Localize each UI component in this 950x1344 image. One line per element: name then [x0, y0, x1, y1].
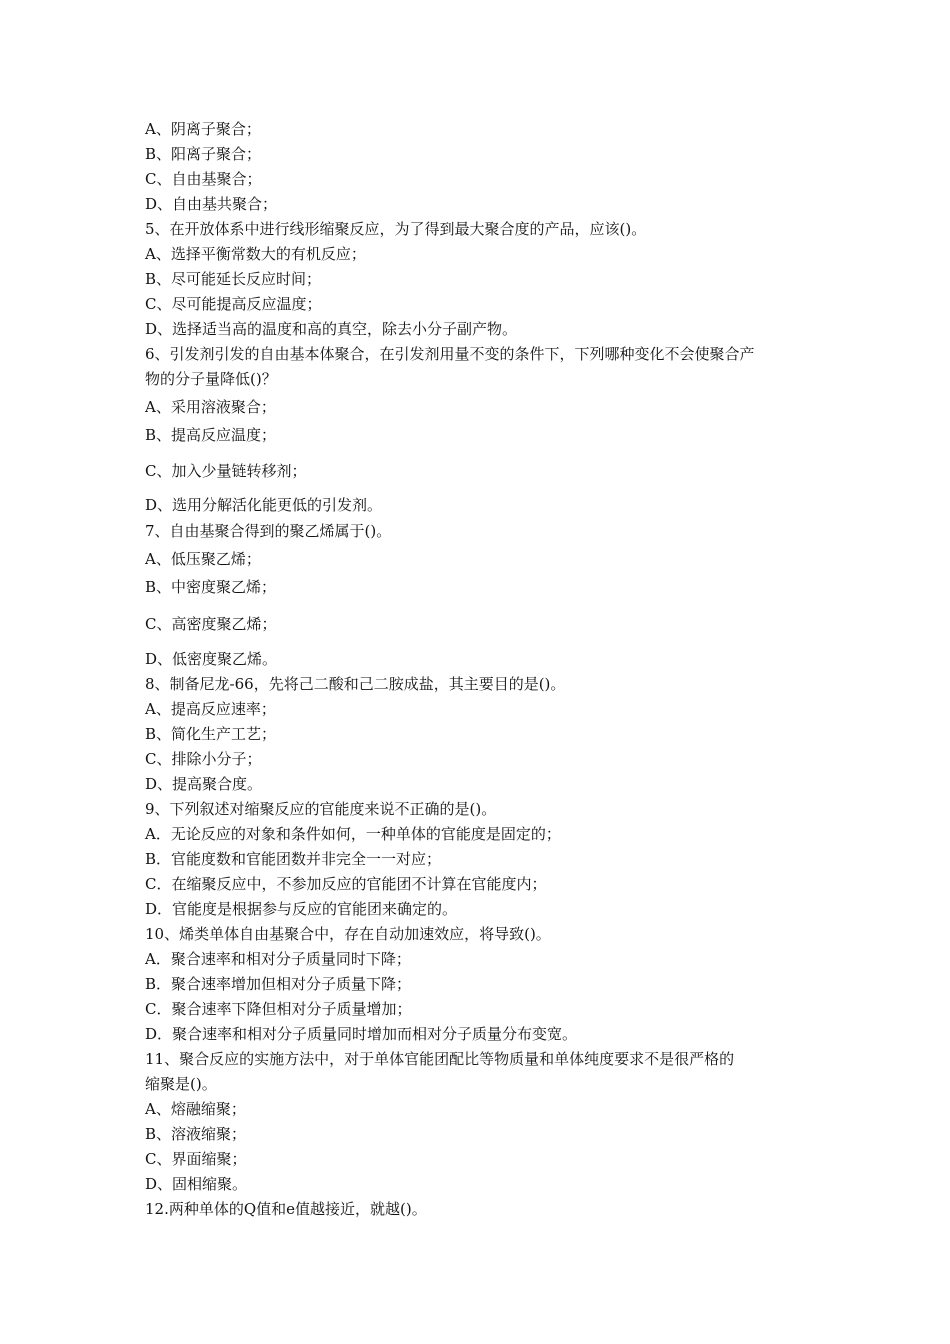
option-a-q10: A．聚合速率和相对分子质量同时下降； [145, 950, 411, 968]
question-6-line-2: 物的分子量降低()？ [145, 370, 277, 388]
option-c-q8: C、排除小分子； [145, 750, 262, 768]
question-6-line-1: 6、引发剂引发的自由基本体聚合，在引发剂用量不变的条件下，下列哪种变化不会使聚合产 [145, 345, 755, 363]
option-c-q6: C、加入少量链转移剂； [145, 462, 307, 480]
option-a-q11: A、熔融缩聚； [145, 1100, 246, 1118]
option-d-q5: D、选择适当高的温度和高的真空，除去小分子副产物。 [145, 320, 518, 338]
option-b-q11: B、溶液缩聚； [145, 1125, 247, 1143]
option-d-q8: D、提高聚合度。 [145, 775, 263, 793]
question-11-line-2: 缩聚是()。 [145, 1075, 217, 1093]
question-12: 12.两种单体的Q值和e值越接近，就越()。 [145, 1200, 427, 1218]
option-a-q6: A、采用溶液聚合； [145, 398, 276, 416]
option-d-q11: D、固相缩聚。 [145, 1175, 248, 1193]
option-d-q10: D．聚合速率和相对分子质量同时增加而相对分子质量分布变宽。 [145, 1025, 578, 1043]
option-b-q10: B．聚合速率增加但相对分子质量下降； [145, 975, 412, 993]
option-a-q7: A、低压聚乙烯； [145, 550, 261, 568]
option-d-q9: D．官能度是根据参与反应的官能团来确定的。 [145, 900, 458, 918]
option-c-q10: C．聚合速率下降但相对分子质量增加； [145, 1000, 412, 1018]
option-a-q8: A、提高反应速率； [145, 700, 276, 718]
question-5: 5、在开放体系中进行线形缩聚反应，为了得到最大聚合度的产品，应该()。 [145, 220, 647, 238]
option-b-q7: B、中密度聚乙烯； [145, 578, 277, 596]
option-b-q5: B、尽可能延长反应时间； [145, 270, 322, 288]
question-7: 7、自由基聚合得到的聚乙烯属于()。 [145, 522, 392, 540]
option-d-q6: D、选用分解活化能更低的引发剂。 [145, 496, 383, 514]
question-10: 10、烯类单体自由基聚合中，存在自动加速效应，将导致()。 [145, 925, 551, 943]
option-c-q9: C．在缩聚反应中，不参加反应的官能团不计算在官能度内； [145, 875, 547, 893]
question-9: 9、下列叙述对缩聚反应的官能度来说不正确的是()。 [145, 800, 497, 818]
question-8: 8、制备尼龙-66，先将己二酸和己二胺成盐，其主要目的是()。 [145, 675, 566, 693]
option-a-q5: A、选择平衡常数大的有机反应； [145, 245, 366, 263]
question-11-line-1: 11、聚合反应的实施方法中，对于单体官能团配比等物质量和单体纯度要求不是很严格的 [145, 1050, 735, 1068]
option-a-q9: A．无论反应的对象和条件如何，一种单体的官能度是固定的； [145, 825, 561, 843]
option-a-q4: A、阴离子聚合； [145, 120, 261, 138]
option-c-q5: C、尽可能提高反应温度； [145, 295, 322, 313]
option-c-q11: C、界面缩聚； [145, 1150, 247, 1168]
option-d-q4: D、自由基共聚合； [145, 195, 278, 213]
option-b-q6: B、提高反应温度； [145, 426, 277, 444]
option-b-q8: B、简化生产工艺； [145, 725, 277, 743]
option-b-q4: B、阳离子聚合； [145, 145, 262, 163]
option-b-q9: B．官能度数和官能团数并非完全一一对应； [145, 850, 442, 868]
option-d-q7: D、低密度聚乙烯。 [145, 650, 278, 668]
option-c-q4: C、自由基聚合； [145, 170, 262, 188]
option-c-q7: C、高密度聚乙烯； [145, 615, 277, 633]
